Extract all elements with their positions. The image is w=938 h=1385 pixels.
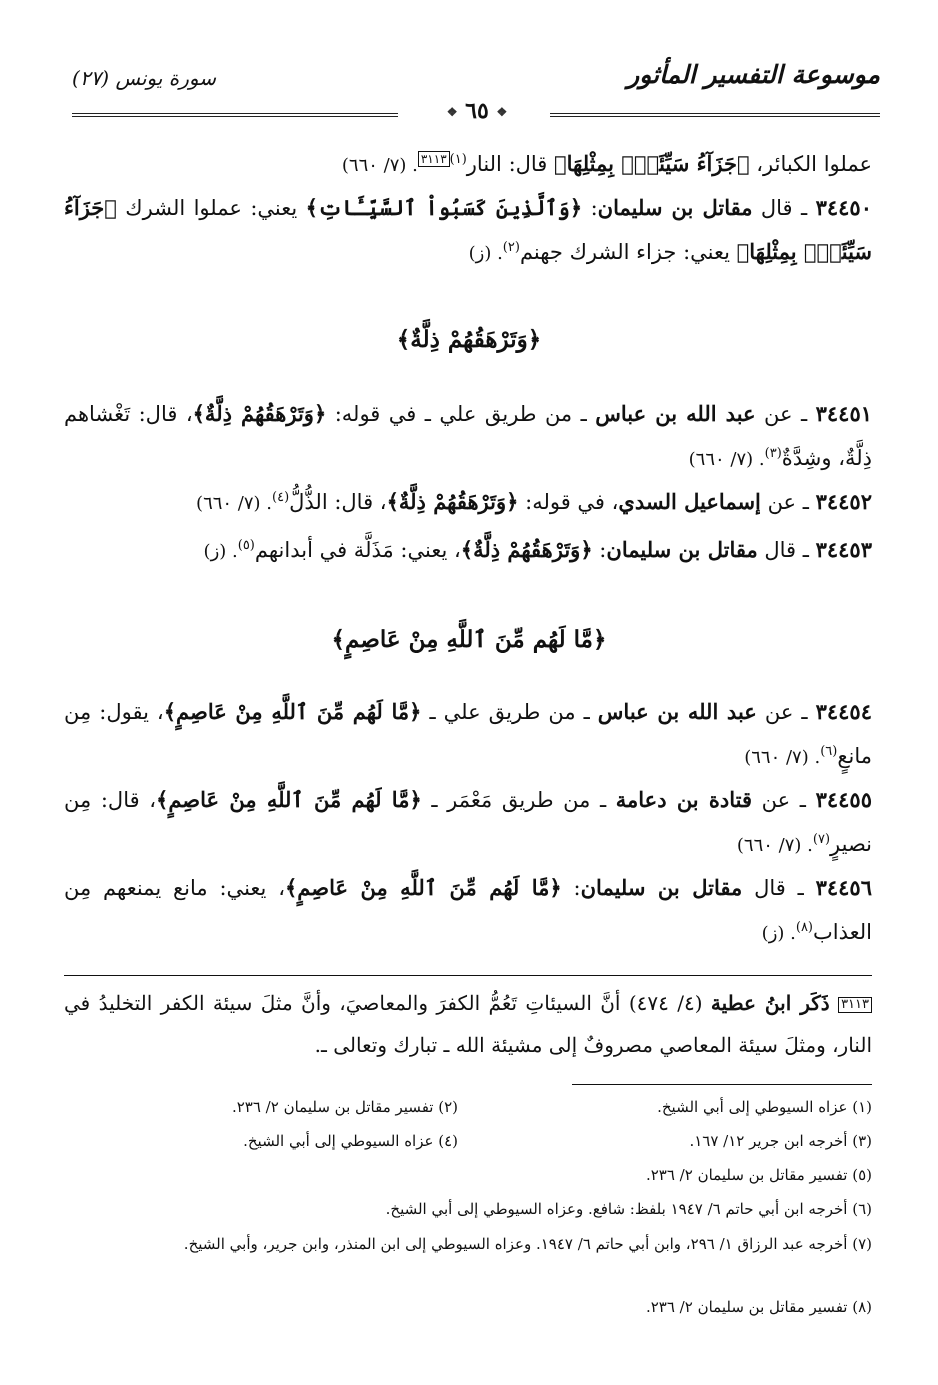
entry-number: ٣٤٤٥٢ bbox=[815, 489, 872, 514]
verse-heading: ﴿مَّا لَهُم مِّنَ ٱللَّهِ مِنْ عَاصِمٍ﴾ bbox=[331, 626, 607, 653]
text: ، قال: تَغْشاهم ذِلَّةٌ، وشِدَّةٌ bbox=[64, 402, 872, 470]
quran-quote: ﴿جَزَآءُ سَيِّئَةٍۭ بِمِثْلِهَا﴾ bbox=[64, 195, 872, 264]
text: ، قال: مِن نصيرٍ bbox=[64, 788, 872, 856]
narrator-name: عبد الله بن عباس bbox=[595, 401, 756, 426]
text: قال: النار bbox=[466, 152, 555, 176]
text: يعني: عملوا الشرك bbox=[116, 196, 306, 220]
reference: . (٧/ ٦٦٠) bbox=[744, 747, 821, 768]
note-author: ذَكَر ابنُ عطية bbox=[710, 991, 830, 1015]
text: ـ عن bbox=[752, 788, 816, 812]
footnote-5: (٥) تفسير مقاتل بن سليمان ٢/ ٢٣٦. bbox=[645, 1166, 872, 1184]
footnote-2: (٢) تفسير مقاتل بن سليمان ٢/ ٢٣٦. bbox=[231, 1098, 458, 1116]
entry-34451 bbox=[64, 392, 872, 482]
quran-quote: ﴿وَتَرْهَقُهُمْ ذِلَّةٌ﴾ bbox=[460, 537, 593, 562]
book-title: موسوعة التفسير المأثور bbox=[627, 60, 880, 89]
text: ـ عن bbox=[755, 402, 816, 426]
verse-heading: ﴿وَتَرْهَقُهُمْ ذِلَّةٌ﴾ bbox=[396, 326, 542, 353]
footnote-3: (٣) أخرجه ابن جرير ١٢/ ١٦٧. bbox=[689, 1132, 872, 1150]
footnote-8: (٨) تفسير مقاتل بن سليمان ٢/ ٢٣٦. bbox=[645, 1298, 872, 1316]
text: ، في قوله: bbox=[518, 490, 619, 514]
entry-34450 bbox=[64, 186, 872, 276]
reference: . (ز) bbox=[203, 541, 238, 562]
narrator-name: مقاتل بن سليمان bbox=[597, 195, 753, 220]
footnote-6: (٦) أخرجه ابن أبي حاتم ٦/ ١٩٤٧ بلفظ: شافع. وعزاه السيوطي إلى أبي الشيخ. bbox=[385, 1200, 872, 1218]
quran-quote: ﴿مَّا لَهُم مِّنَ ٱللَّهِ مِنْ عَاصِمٍ﴾ bbox=[163, 699, 422, 724]
note-number-box: ٣١١٣ bbox=[838, 997, 872, 1013]
ornament-icon: ❖ bbox=[446, 105, 458, 119]
text: ، يعني: مَذَلَّة في أبدانهم bbox=[254, 538, 461, 562]
text: ـ من طريق علي ـ في قوله: bbox=[326, 402, 596, 426]
text: ـ قال bbox=[742, 876, 816, 900]
text: : bbox=[592, 538, 607, 562]
narrator-name: مقاتل بن سليمان bbox=[606, 537, 758, 562]
footnote-marker: (٢) bbox=[502, 240, 520, 255]
reference: . (٧/ ٦٦٠) bbox=[196, 493, 273, 514]
footnote-4: (٤) عزاه السيوطي إلى أبي الشيخ. bbox=[243, 1132, 458, 1150]
entry-34456 bbox=[64, 866, 872, 956]
text: ، يعني: مانع يمنعهم مِن العذاب bbox=[64, 876, 872, 944]
footnote-marker: (٤) bbox=[272, 490, 290, 505]
footnote-marker: (٥) bbox=[237, 538, 255, 553]
quran-quote: ﴿مَّا لَهُم مِّنَ ٱللَّهِ مِنْ عَاصِمٍ﴾ bbox=[284, 875, 562, 900]
entry-34452 bbox=[64, 480, 872, 526]
header-rule-right bbox=[550, 113, 880, 117]
reference: . (ز) bbox=[761, 923, 796, 944]
text: ـ عن bbox=[756, 700, 816, 724]
note-reference-box: ٣١١٣ bbox=[418, 151, 450, 167]
footnote-marker: (٦) bbox=[820, 744, 838, 759]
note-text: (٤/ ٤٧٤) أنَّ السيئاتِ تَعُمُّ الكفرَ والمعاصيَ، وأنَّ مثلَ سيئة الكفر التخليدُ في النار، ومثلَ سيئة المعاصي مصروفٌ إلى مشيئة الله ـ تبارك وتعالى ـ. bbox=[64, 991, 872, 1057]
text: : bbox=[582, 196, 598, 220]
entry-number: ٣٤٤٥٦ bbox=[815, 875, 872, 900]
entry-34455 bbox=[64, 778, 872, 868]
text: عملوا الكبائر، bbox=[749, 152, 872, 176]
text: ـ قال bbox=[752, 196, 816, 220]
text: ـ من طريق مَعْمَر ـ bbox=[421, 788, 616, 812]
text: يعني: جزاء الشرك جهنم bbox=[519, 240, 737, 264]
note-divider bbox=[64, 975, 872, 976]
footnote-marker: (٧) bbox=[812, 832, 831, 847]
footnote-divider bbox=[572, 1084, 872, 1085]
footnote-marker: (٨) bbox=[795, 920, 813, 935]
entry-number: ٣٤٤٥١ bbox=[815, 401, 873, 426]
narrator-name: عبد الله بن عباس bbox=[597, 699, 757, 724]
text: ، يقول: مِن مانعٍ bbox=[64, 700, 872, 768]
reference: . (ز) bbox=[468, 243, 503, 264]
continuation-paragraph bbox=[64, 142, 872, 188]
header-rule-left bbox=[72, 113, 398, 117]
page-number bbox=[432, 98, 522, 124]
quran-quote: ﴿مَّا لَهُم مِّنَ ٱللَّهِ مِنْ عَاصِمٍ﴾ bbox=[156, 787, 422, 812]
reference: . (٧/ ٦٦٠) bbox=[736, 835, 813, 856]
page-number-value: ٦٥ bbox=[465, 98, 489, 124]
reference: . (٧/ ٦٦٠) bbox=[688, 449, 765, 470]
quran-quote: ﴿وَٱلَّذِينَ كَسَبُواْ ٱلسَّيِّـَٔاتِ﴾ bbox=[305, 195, 583, 220]
text: : bbox=[561, 876, 581, 900]
entry-number: ٣٤٤٥٠ bbox=[815, 195, 872, 220]
narrator-name: قتادة بن دعامة bbox=[615, 787, 753, 812]
surah-label: سورة يونس (٢٧) bbox=[72, 66, 217, 90]
text: ـ قال bbox=[757, 538, 816, 562]
narrator-name: مقاتل بن سليمان bbox=[580, 875, 743, 900]
entry-number: ٣٤٤٥٣ bbox=[815, 537, 872, 562]
footnote-marker: (١) bbox=[449, 152, 467, 167]
commentary-note bbox=[64, 982, 872, 1066]
footnote-7: (٧) أخرجه عبد الرزاق ١/ ٢٩٦، وابن أبي حاتم ٦/ ١٩٤٧. وعزاه السيوطي إلى ابن المنذر، وابن جرير، وأبي الشيخ. bbox=[183, 1235, 872, 1253]
ornament-icon: ❖ bbox=[496, 105, 508, 119]
entry-number: ٣٤٤٥٤ bbox=[815, 699, 872, 724]
page-header bbox=[72, 60, 880, 130]
quran-quote: ﴿وَتَرْهَقُهُمْ ذِلَّةٌ﴾ bbox=[192, 401, 327, 426]
quran-quote: ﴿وَتَرْهَقُهُمْ ذِلَّةٌ﴾ bbox=[386, 489, 519, 514]
quran-quote: ﴿جَزَآءُ سَيِّئَةٍۭ بِمِثْلِهَا﴾ bbox=[554, 151, 750, 176]
text: ـ عن bbox=[760, 490, 816, 514]
entry-34453 bbox=[64, 528, 872, 574]
text: ـ من طريق علي ـ bbox=[421, 700, 598, 724]
narrator-name: إسماعيل السدي bbox=[618, 489, 761, 514]
entry-34454 bbox=[64, 690, 872, 780]
entry-number: ٣٤٤٥٥ bbox=[815, 787, 872, 812]
text: ، قال: الذُّلُّ bbox=[289, 490, 387, 514]
footnote-marker: (٣) bbox=[764, 446, 782, 461]
footnote-1: (١) عزاه السيوطي إلى أبي الشيخ. bbox=[657, 1098, 872, 1116]
reference: . (٧/ ٦٦٠) bbox=[341, 155, 418, 176]
